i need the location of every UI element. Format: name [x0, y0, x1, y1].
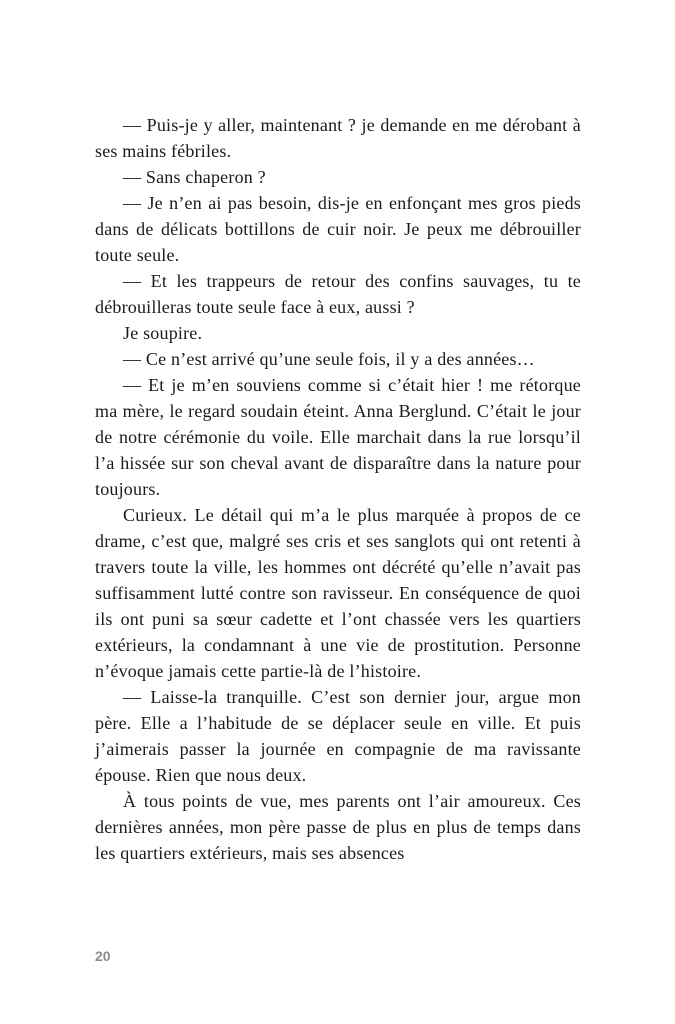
paragraph: À tous points de vue, mes parents ont l’air amoureux. Ces dernières années, mon père passe de plus en plus de temps dans les quartiers extérieurs, mais ses absences	[95, 791, 581, 863]
paragraph: — Je n’en ai pas besoin, dis-je en enfonçant mes gros pieds dans de délicats bottillons de cuir noir. Je peux me débrouiller toute seule.	[95, 193, 581, 265]
paragraph: — Ce n’est arrivé qu’une seule fois, il y a des années…	[123, 349, 535, 369]
paragraph: — Puis-je y aller, maintenant ? je demande en me dérobant à ses mains fébriles.	[95, 115, 581, 161]
paragraph: Je soupire.	[123, 323, 203, 343]
paragraph: — Laisse-la tranquille. C’est son dernier jour, argue mon père. Elle a l’habitude de se déplacer seule en ville. Et puis j’aimerais passer la journée en compagnie de ma ravissante épouse. Rien que nous deux.	[95, 687, 581, 785]
page-text	[95, 112, 581, 866]
paragraph: Curieux. Le détail qui m’a le plus marquée à propos de ce drame, c’est que, malgré ses cris et ses sanglots qui ont retenti à travers toute la ville, les hommes ont décrété qu’elle n’avait pas suffisamment lutté contre son ravisseur. En conséquence de quoi ils ont puni sa sœur cadette et l’ont chassée vers les quartiers extérieurs, la condamnant à une vie de prostitution. Personne n’évoque jamais cette partie-là de l’histoire.	[95, 505, 581, 681]
paragraph: — Et je m’en souviens comme si c’était hier ! me rétorque ma mère, le regard soudain éteint. Anna Berglund. C’était le jour de notre cérémonie du voile. Elle marchait dans la rue lorsqu’il l’a hissée sur son cheval avant de disparaître dans la nature pour toujours.	[95, 375, 581, 499]
paragraph: — Sans chaperon ?	[123, 167, 266, 187]
paragraph: — Et les trappeurs de retour des confins sauvages, tu te débrouilleras toute seule face à eux, aussi ?	[95, 271, 581, 317]
page-number: 20	[95, 948, 111, 964]
